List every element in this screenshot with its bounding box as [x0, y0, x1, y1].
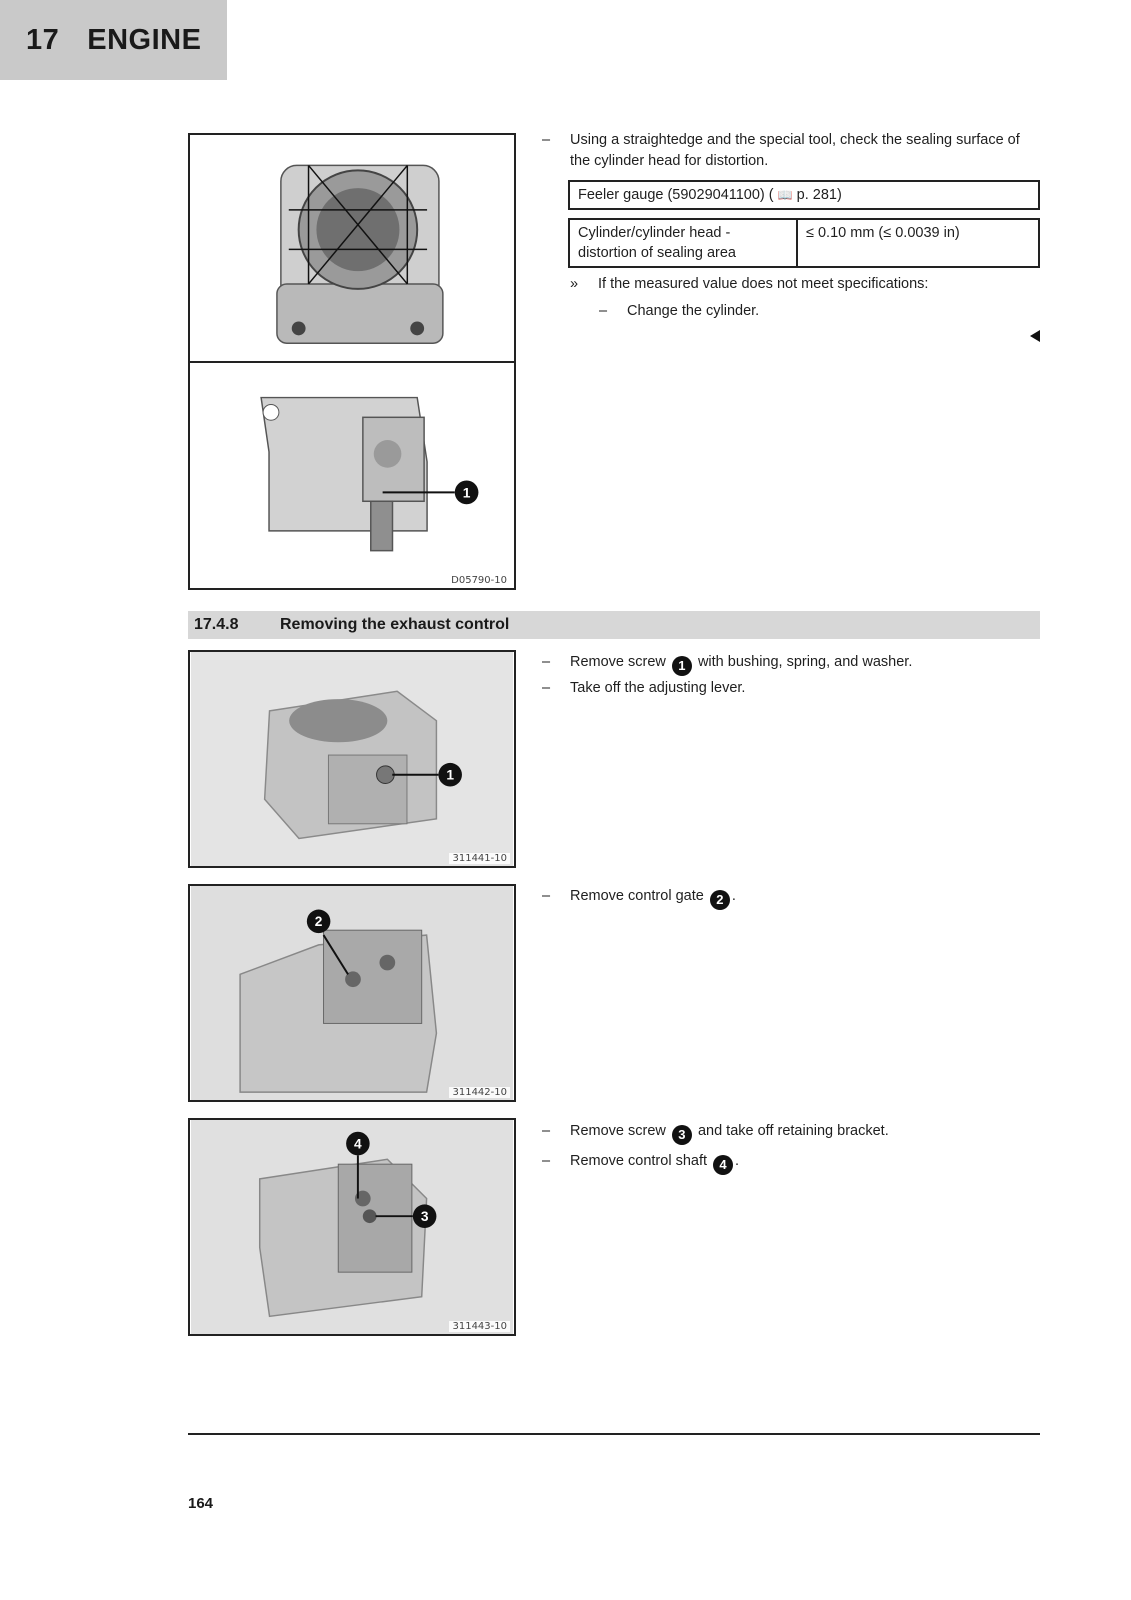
figure-id: 311442-10	[449, 1087, 510, 1098]
condition-line	[570, 274, 1038, 295]
figure-cylinder-distortion	[188, 133, 516, 590]
tool-page-text: p. 281)	[796, 187, 842, 203]
photo-exhaust-control-2	[190, 886, 514, 1100]
chapter-title: ENGINE	[87, 23, 202, 56]
step-remove-screw-3	[542, 1121, 1030, 1145]
end-of-procedure-icon	[1030, 330, 1040, 342]
arrow-marker: »	[570, 276, 579, 292]
figure-remove-control-shaft	[188, 1118, 516, 1336]
figure-callout: 2	[314, 914, 323, 930]
condition-text: If the measured value does not meet specifications:	[598, 276, 929, 292]
dash-marker: –	[542, 680, 551, 696]
section-heading	[188, 611, 1040, 639]
spec-label: Cylinder/cylinder head - distortion of sealing area	[569, 219, 797, 267]
step-check-sealing-surface	[542, 130, 1030, 172]
step-text: Remove screw	[570, 654, 670, 670]
dash-marker: –	[542, 1153, 551, 1169]
spec-table	[568, 218, 1040, 268]
figure-callout: 1	[446, 767, 454, 783]
callout-badge: 1	[672, 656, 692, 676]
section-title: Removing the exhaust control	[280, 616, 510, 633]
step-text: with bushing, spring, and washer.	[693, 654, 913, 670]
step-remove-screw-1	[542, 652, 1030, 676]
cylinder-illustration	[190, 135, 514, 588]
dash-marker: –	[542, 132, 551, 148]
figure-id: 311443-10	[449, 1321, 510, 1332]
figure-id: 311441-10	[449, 853, 510, 864]
callout-badge: 3	[672, 1125, 692, 1145]
substep-change-cylinder	[599, 301, 1027, 322]
footer-rule	[188, 1433, 1040, 1435]
callout-badge: 4	[713, 1155, 733, 1175]
photo-exhaust-control-1	[190, 652, 514, 866]
chapter-number: 17	[26, 23, 60, 56]
figure-remove-control-gate	[188, 884, 516, 1102]
step-remove-control-shaft	[542, 1151, 1030, 1175]
step-text: .	[731, 888, 736, 904]
step-take-off-lever	[542, 678, 1030, 699]
dash-marker: –	[542, 888, 551, 904]
figure-remove-screw	[188, 650, 516, 868]
tool-reference	[569, 181, 1039, 209]
step-text: Using a straightedge and the special tool, check the sealing surface of the cylinder head for distortion.	[570, 132, 1020, 169]
spec-value: ≤ 0.10 mm (≤ 0.0039 in)	[797, 219, 1039, 267]
figure-callout: 4	[354, 1136, 362, 1152]
step-text: Take off the adjusting lever.	[570, 680, 746, 696]
figure-id: D05790-10	[448, 575, 510, 586]
section-number: 17.4.8	[194, 616, 239, 633]
callout-badge: 2	[710, 890, 730, 910]
tool-table	[568, 180, 1040, 210]
step-text: Remove control shaft	[570, 1153, 712, 1169]
dash-marker: –	[599, 303, 608, 319]
chapter-tab	[0, 0, 227, 80]
step-text: Remove control gate	[570, 888, 708, 904]
book-reference-icon: 📖	[777, 188, 793, 202]
step-text: .	[735, 1153, 740, 1169]
tool-ref-text: Feeler gauge (59029041100) (	[578, 187, 774, 203]
step-remove-control-gate	[542, 886, 1030, 910]
page-number: 164	[188, 1495, 214, 1512]
figure-callout: 3	[420, 1209, 429, 1225]
substep-text: Change the cylinder.	[627, 303, 760, 319]
step-text: and take off retaining bracket.	[693, 1123, 889, 1139]
photo-exhaust-control-3	[190, 1120, 514, 1334]
dash-marker: –	[542, 654, 551, 670]
dash-marker: –	[542, 1123, 551, 1139]
step-text: Remove screw	[570, 1123, 670, 1139]
figure-callout: 1	[462, 484, 471, 501]
